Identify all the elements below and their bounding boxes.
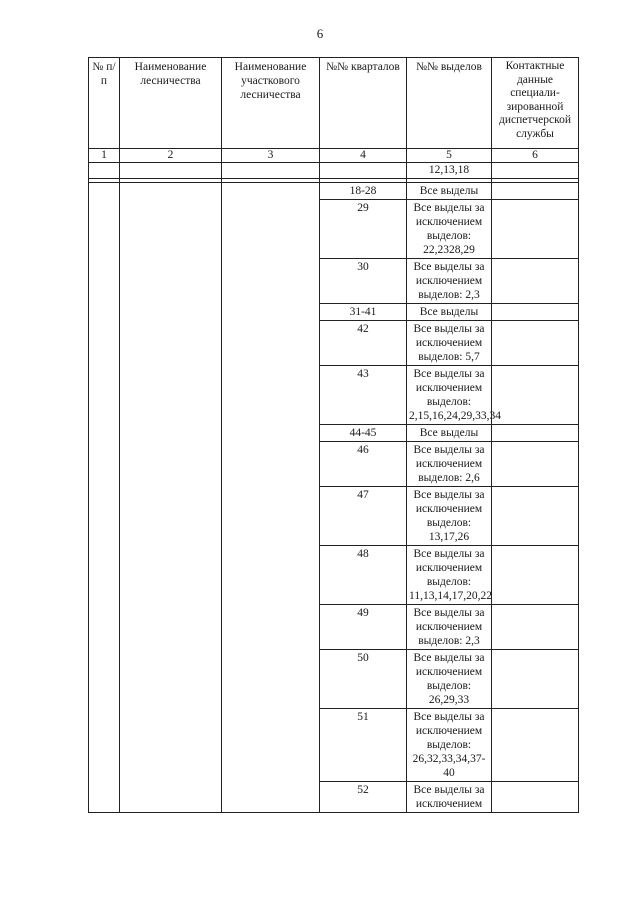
contact-cell [492,605,579,650]
header-district-forestry-name: Наименование участкового лесничества [222,58,320,149]
quarter-cell: 46 [320,442,407,487]
contact-cell [492,366,579,425]
column-number: 6 [492,149,579,163]
allotment-cell: Все выделы [407,304,492,321]
contact-cell [492,487,579,546]
quarter-cell: 51 [320,709,407,782]
table-header-row [89,58,579,149]
column-number-row [89,149,579,163]
quarter-cell: 42 [320,321,407,366]
contact-cell [492,709,579,782]
column-number: 1 [89,149,120,163]
allotment-cell: Все выделы за исключением выделов: 11,13,14,17,20,22 [407,546,492,605]
contact-cell [492,259,579,304]
contact-cell [492,782,579,813]
row-number-cell [89,183,120,813]
column-number: 2 [120,149,222,163]
quarter-cell: 52 [320,782,407,813]
contact-cell [492,425,579,442]
allotment-cell: Все выделы за исключением выделов: 13,17,26 [407,487,492,546]
contact-cell [492,304,579,321]
contact-cell [492,442,579,487]
column-number: 3 [222,149,320,163]
allotment-cell: Все выделы за исключением выделов: 2,3 [407,259,492,304]
allotment-cell: Все выделы [407,183,492,200]
quarter-cell: 29 [320,200,407,259]
contact-cell [492,321,579,366]
quarter-cell: 18-28 [320,183,407,200]
allotment-cell: Все выделы за исключением выделов: 22,2328,29 [407,200,492,259]
header-forestry-name: Наименование лесничества [120,58,222,149]
forest-district-table [88,57,579,813]
header-contact-data: Контактные данные специали-зированной диспетчерской службы [492,58,579,149]
district-forestry-cell [222,183,320,813]
contact-cell [492,650,579,709]
allotment-cell: Все выделы за исключением выделов: 2,6 [407,442,492,487]
quarter-cell: 31-41 [320,304,407,321]
quarter-cell: 44-45 [320,425,407,442]
column-number: 4 [320,149,407,163]
contact-cell [492,183,579,200]
quarter-cell: 43 [320,366,407,425]
allotment-cell: Все выделы за исключением выделов: 2,3 [407,605,492,650]
header-quarter-numbers: №№ кварталов [320,58,407,149]
page-number: 6 [316,26,324,41]
quarter-cell: 48 [320,546,407,605]
allotment-cell: Все выделы за исключением выделов: 5,7 [407,321,492,366]
quarter-cell: 50 [320,650,407,709]
forestry-cell [120,183,222,813]
allotment-cell: Все выделы за исключением выделов: 26,29,33 [407,650,492,709]
contact-cell [492,546,579,605]
allotment-cell: Все выделы [407,425,492,442]
quarter-cell: 47 [320,487,407,546]
contact-cell [492,200,579,259]
quarter-cell: 49 [320,605,407,650]
quarter-cell: 30 [320,259,407,304]
allotment-cell: 12,13,18 [407,163,492,179]
table-row [89,163,579,179]
column-number: 5 [407,149,492,163]
allotment-cell: Все выделы за исключением [407,782,492,813]
allotment-cell: Все выделы за исключением выделов: 26,32,33,34,37-40 [407,709,492,782]
table-row [89,183,579,200]
allotment-cell: Все выделы за исключением выделов: 2,15,16,24,29,33,34 [407,366,492,425]
header-allotment-numbers: №№ выделов [407,58,492,149]
header-row-number: № п/п [89,58,120,149]
